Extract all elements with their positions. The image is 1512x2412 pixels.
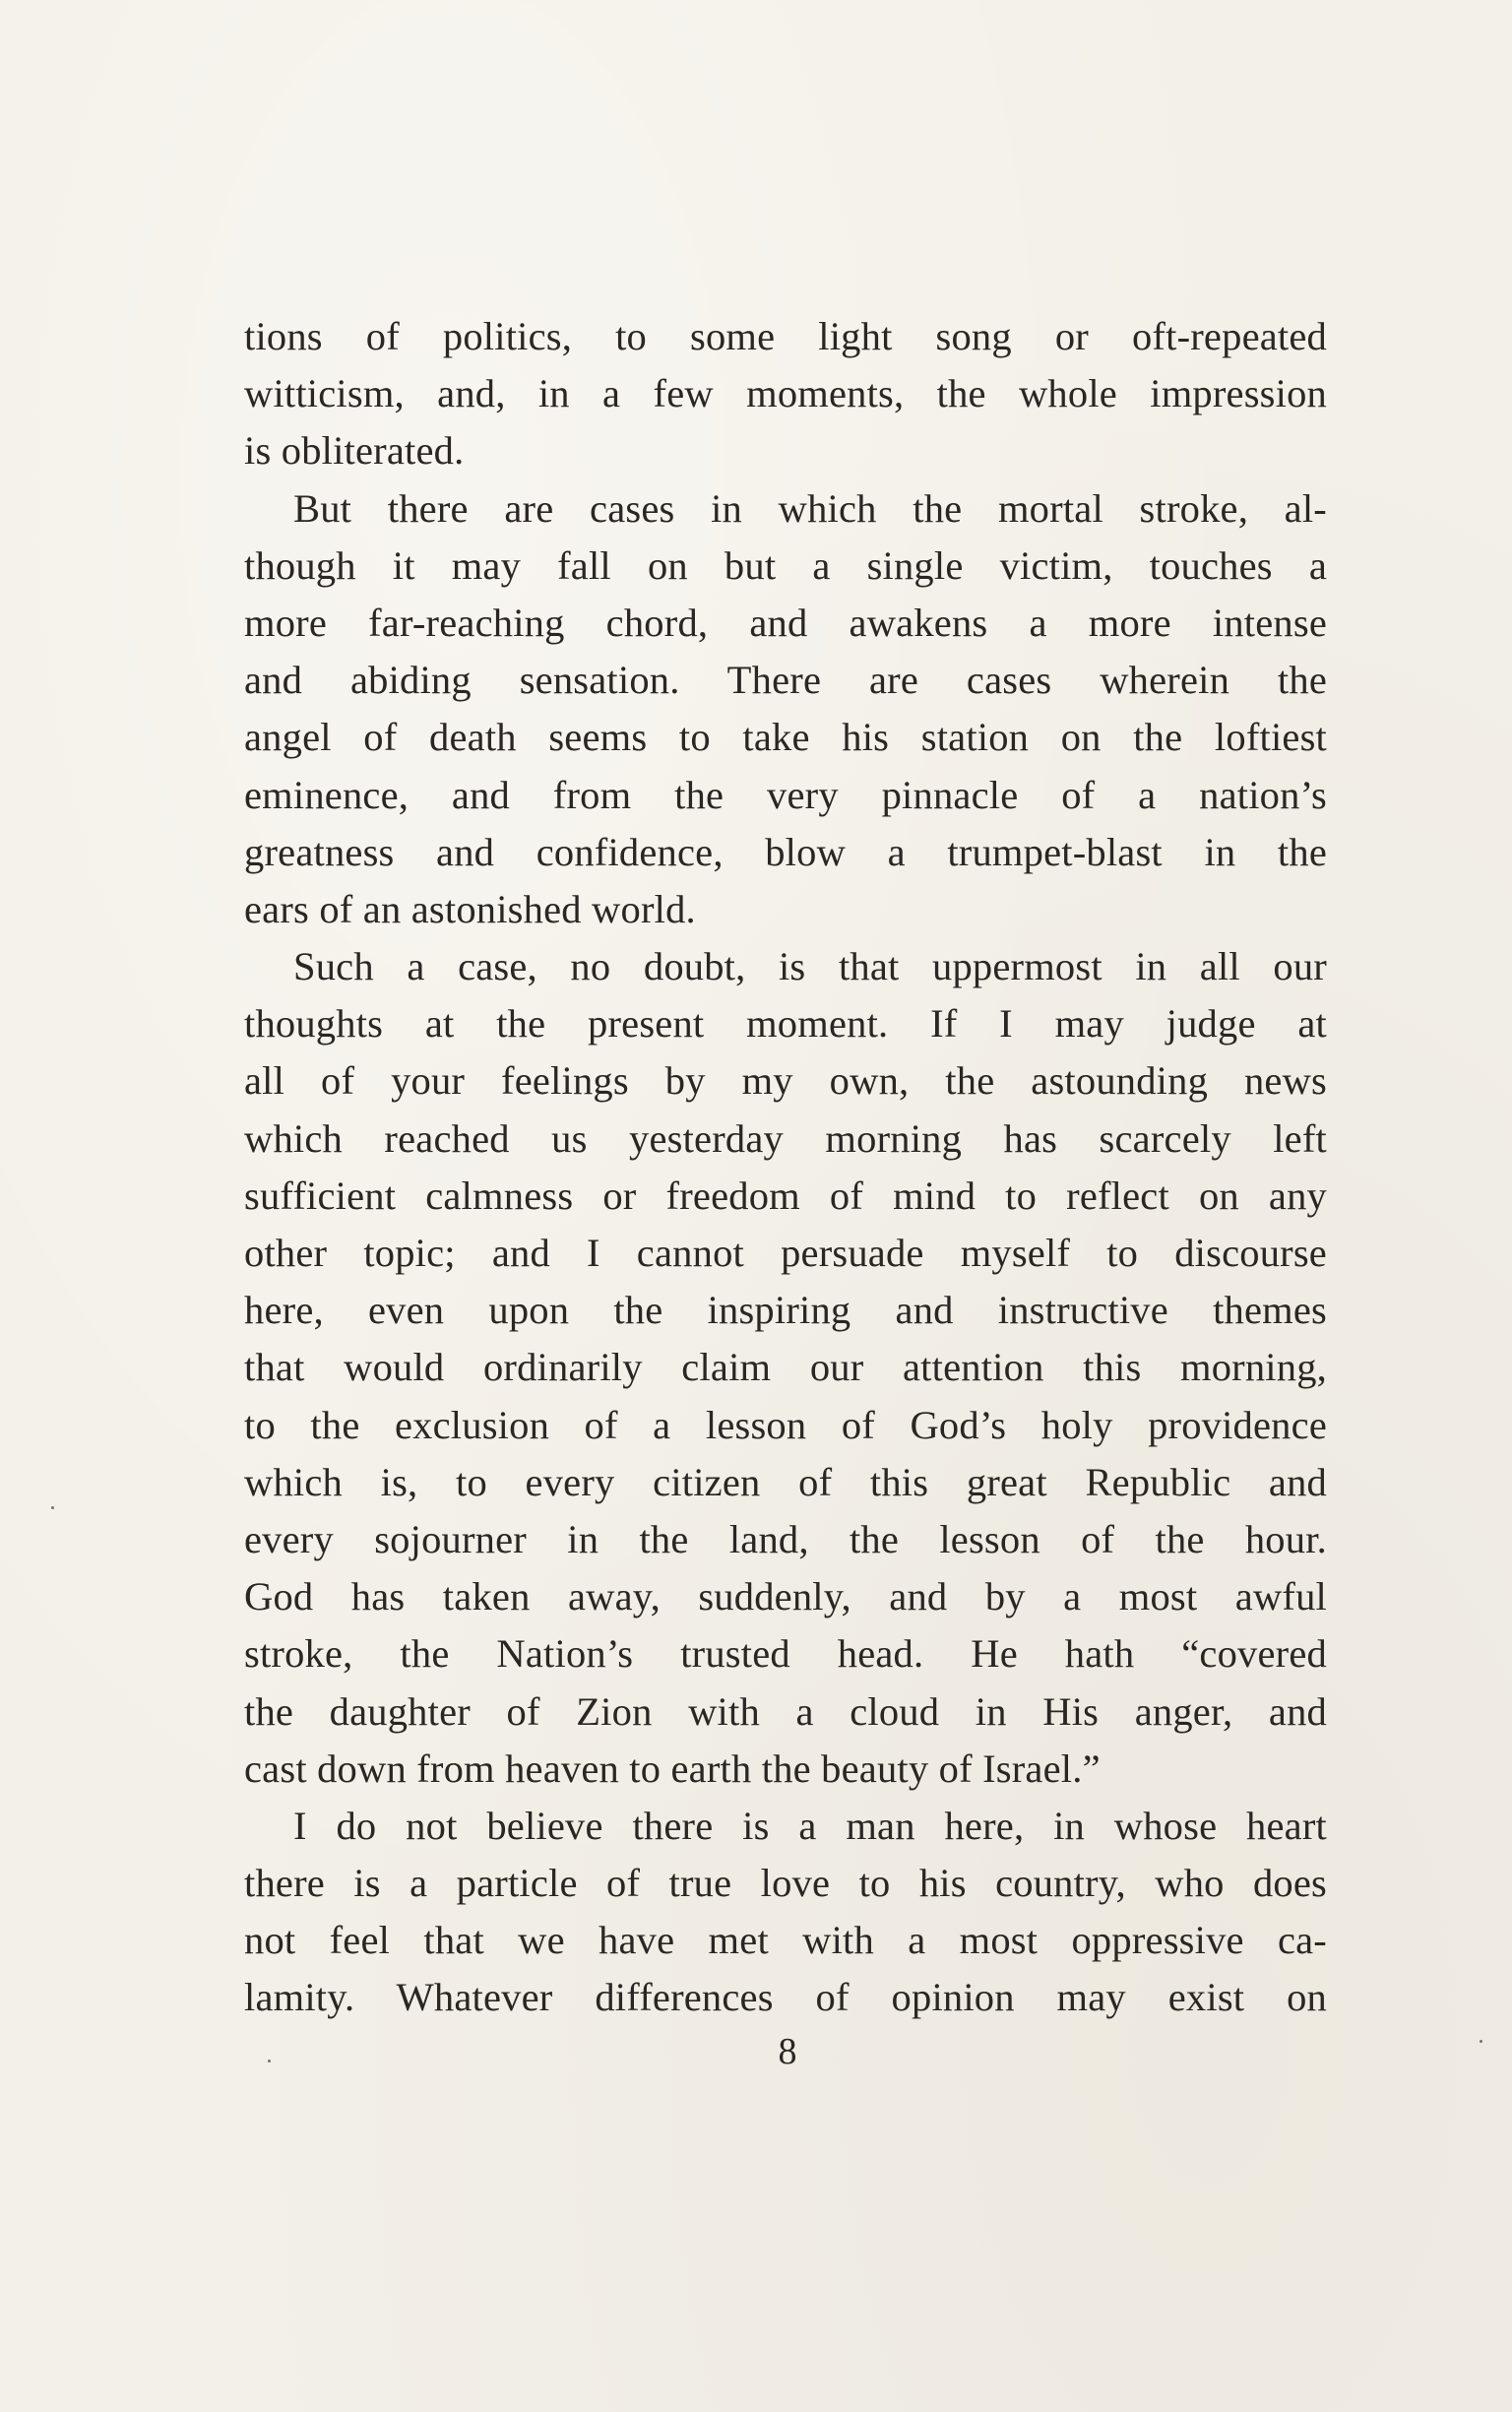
text-line: that would ordinarily claim our attention this morning, (244, 1345, 1327, 1390)
text-line: But there are cases in which the mortal stroke, al- (293, 485, 1327, 531)
text-line: and abiding sensation. There are cases wherein the (244, 658, 1327, 703)
text-line: is obliterated. (244, 428, 465, 474)
page-number: 8 (778, 2031, 797, 2072)
text-line: more far-reaching chord, and awakens a more intense (244, 600, 1327, 645)
text-line: not feel that we have met with a most oppressive ca- (244, 1918, 1327, 1963)
text-line: sufficient calmness or freedom of mind to reflect on any (244, 1173, 1327, 1218)
text-line: ears of an astonished world. (244, 886, 696, 931)
text-line: I do not believe there is a man here, in whose heart (293, 1803, 1327, 1848)
paper-speck (51, 1506, 54, 1509)
text-line: other topic; and I cannot persuade myself to discourse (244, 1231, 1327, 1275)
text-line: thoughts at the present moment. If I may judge at (244, 1001, 1327, 1047)
paper-speck (1480, 2040, 1482, 2043)
text-line: Such a case, no doubt, is that uppermost in all our (293, 944, 1327, 989)
body-text (244, 308, 1327, 2027)
text-line: to the exclusion of a lesson of God’s holy providence (244, 1402, 1327, 1447)
text-line: angel of death seems to take his station on the loftiest (244, 715, 1327, 760)
text-line: all of your feelings by my own, the astounding news (244, 1058, 1327, 1104)
paper-speck (268, 2060, 271, 2063)
text-line: witticism, and, in a few moments, the whole impression (244, 371, 1327, 416)
text-line: the daughter of Zion with a cloud in His anger, and (244, 1688, 1327, 1734)
text-line: though it may fall on but a single victim, touches a (244, 542, 1327, 588)
text-line: greatness and confidence, blow a trumpet-blast in the (244, 829, 1327, 874)
text-line: which reached us yesterday morning has scarcely left (244, 1115, 1327, 1161)
text-line: stroke, the Nation’s trusted head. He hath “covered (244, 1631, 1327, 1677)
text-line: there is a particle of true love to his country, who does (244, 1861, 1327, 1906)
text-line: every sojourner in the land, the lesson of the hour. (244, 1516, 1327, 1561)
text-line: eminence, and from the very pinnacle of a nation’s (244, 772, 1327, 817)
text-line: which is, to every citizen of this great Republic and (244, 1459, 1327, 1504)
text-line: tions of politics, to some light song or oft-repeated (244, 314, 1327, 358)
text-line: God has taken away, suddenly, and by a most awful (244, 1574, 1327, 1619)
text-line: lamity. Whatever differences of opinion may exist on (244, 1975, 1327, 2020)
text-line: cast down from heaven to earth the beauty of Israel.” (244, 1746, 1101, 1791)
text-line: here, even upon the inspiring and instructive themes (244, 1288, 1327, 1333)
